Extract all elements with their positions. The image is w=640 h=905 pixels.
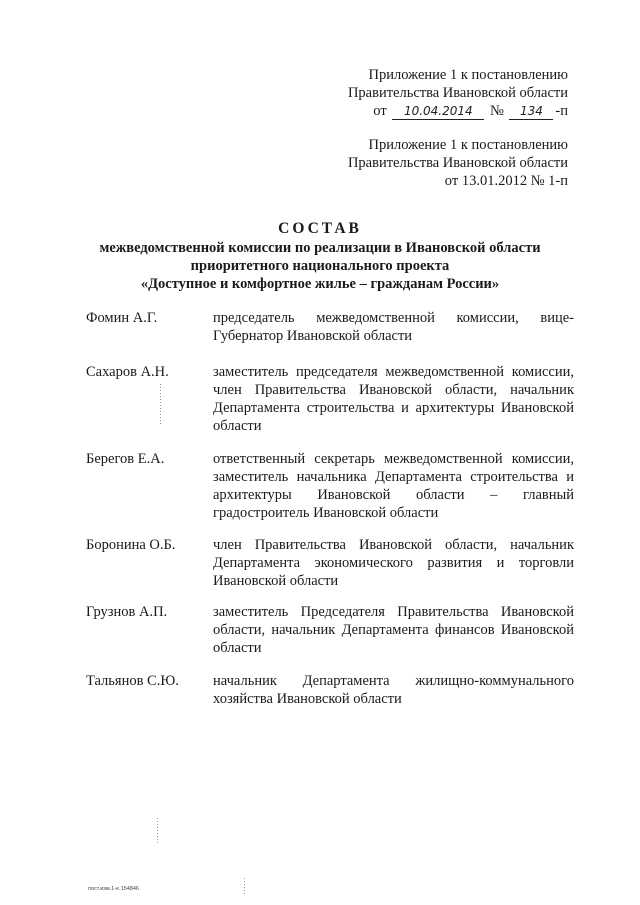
member-position: заместитель председателя межведомственной комиссии, член Правительства Ивановской области, начальник Департамента строительства и архитектуры Ивановской области: [213, 364, 574, 434]
member-name: Берегов Е.А.: [86, 451, 165, 467]
handwritten-number: 134: [519, 104, 543, 118]
member-position: начальник Департамента жилищно-коммунального хозяйства Ивановской области: [213, 673, 574, 707]
government-line: Правительства Ивановской области: [347, 85, 568, 101]
member-name: Фомин А.Г.: [86, 310, 158, 326]
date-number-line: от 13.01.2012 № 1-п: [444, 173, 568, 189]
appendix-line: Приложение 1 к постановлению: [368, 67, 568, 83]
current-resolution-header: [348, 66, 568, 120]
member-position: член Правительства Ивановской области, начальник Департамента экономического развития и торговли Ивановской области: [213, 537, 574, 589]
appendix-line: Приложение 1 к постановлению: [368, 137, 568, 153]
title-line: «Доступное и комфортное жилье – гражданам России»: [140, 276, 500, 292]
date-field: [392, 104, 484, 120]
footer-code: пост.изм.1-е.154846: [88, 886, 139, 892]
scan-artifact: [157, 818, 158, 844]
member-name: Тальянов С.Ю.: [86, 673, 179, 689]
member-name: Боронина О.Б.: [86, 537, 176, 553]
member-position: председатель межведомственной комиссии, вице-Губернатор Ивановской области: [213, 310, 574, 344]
document-title: [60, 220, 580, 293]
member-position: заместитель Председателя Правительства Ивановской области, начальник Департамента финансов Ивановской области: [213, 604, 574, 656]
title-main: СОСТАВ: [278, 220, 362, 237]
member-position: ответственный секретарь межведомственной комиссии, заместитель начальника Департамента строительства и архитектуры Ивановской области – главный градостроитель Ивановской области: [213, 451, 574, 521]
number-suffix: -п: [555, 103, 568, 119]
number-label: №: [489, 103, 504, 119]
government-line: Правительства Ивановской области: [347, 155, 568, 171]
handwritten-date: 10.04.2014: [403, 104, 473, 118]
from-label: от: [373, 103, 387, 119]
member-name: Сахаров А.Н.: [86, 364, 169, 380]
scan-artifact: [160, 384, 161, 424]
previous-resolution-header: [348, 136, 568, 190]
scan-artifact: [244, 878, 245, 896]
title-line: приоритетного национального проекта: [190, 258, 450, 274]
member-name: Грузнов А.П.: [86, 604, 168, 620]
date-number-line: [348, 102, 568, 120]
title-line: межведомственной комиссии по реализации в Ивановской области: [99, 240, 541, 256]
number-field: [509, 104, 553, 120]
